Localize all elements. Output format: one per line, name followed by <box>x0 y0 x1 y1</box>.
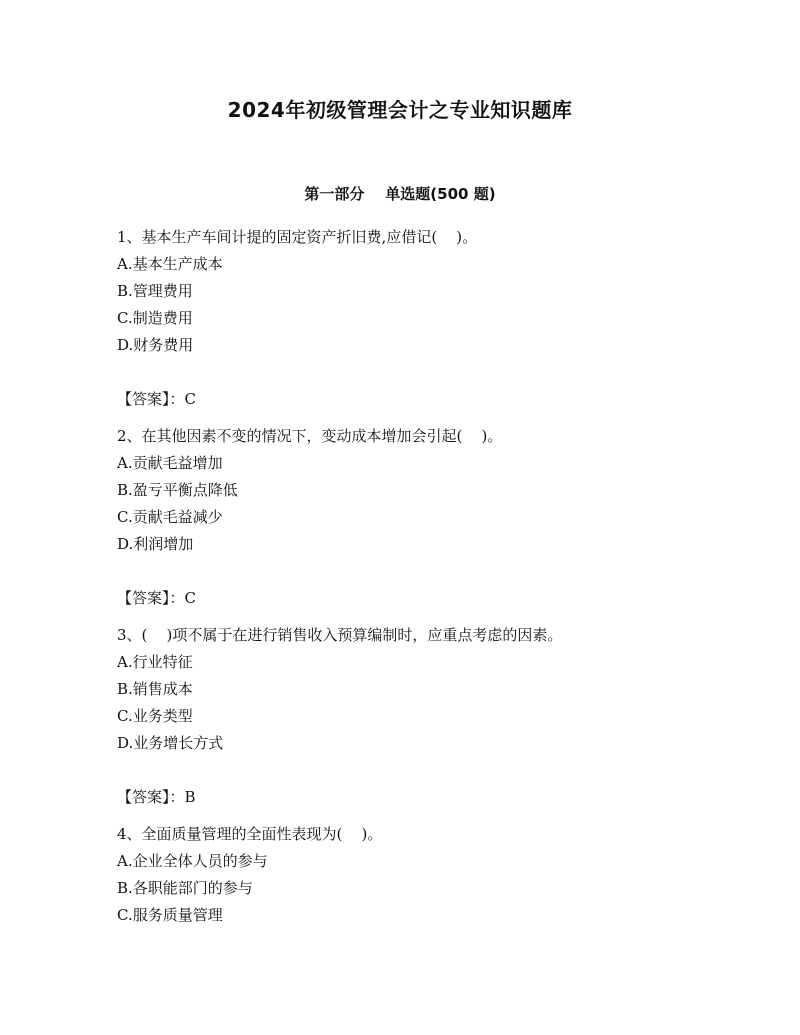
answer-value: ：C <box>169 589 196 607</box>
question-block <box>117 423 757 612</box>
question-block <box>117 821 757 929</box>
question-stem: 3、( )项不属于在进行销售收入预算编制时，应重点考虑的因素。 <box>117 626 563 644</box>
option-b: B.管理费用 <box>117 282 193 300</box>
option-d: D.业务增长方式 <box>117 734 224 752</box>
option-a: A.企业全体人员的参与 <box>117 852 268 870</box>
spacer <box>117 558 757 585</box>
answer-label: 【答案】 <box>117 390 170 408</box>
question-stem: 4、全面质量管理的全面性表现为( )。 <box>117 825 383 843</box>
spacer <box>117 359 757 386</box>
question-block <box>117 622 757 811</box>
document-title: 2024年初级管理会计之专业知识题库 <box>227 98 573 122</box>
spacer <box>117 757 757 784</box>
answer-label: 【答案】 <box>117 788 170 806</box>
question-stem: 1、基本生产车间计提的固定资产折旧费,应借记( )。 <box>117 228 478 246</box>
answer-line <box>117 784 757 811</box>
option-b: B.盈亏平衡点降低 <box>117 481 238 499</box>
answer-line <box>117 386 757 413</box>
option-a: A.贡献毛益增加 <box>117 454 223 472</box>
answer-line <box>117 585 757 612</box>
option-c: C.制造费用 <box>117 309 193 327</box>
answer-value: ：B <box>169 788 196 806</box>
question-list <box>117 224 757 929</box>
answer-label: 【答案】 <box>117 589 170 607</box>
option-b: B.销售成本 <box>117 680 193 698</box>
question-block <box>117 224 757 413</box>
option-c: C.贡献毛益减少 <box>117 508 223 526</box>
option-d: D.利润增加 <box>117 535 194 553</box>
option-b: B.各职能部门的参与 <box>117 879 253 897</box>
option-c: C.服务质量管理 <box>117 906 223 924</box>
section-title: 第一部分 单选题(500 题) <box>304 185 496 203</box>
option-a: A.基本生产成本 <box>117 255 223 273</box>
option-d: D.财务费用 <box>117 336 194 354</box>
option-c: C.业务类型 <box>117 707 193 725</box>
answer-value: ：C <box>169 390 196 408</box>
question-stem: 2、在其他因素不变的情况下，变动成本增加会引起( )。 <box>117 427 503 445</box>
option-a: A.行业特征 <box>117 653 193 671</box>
